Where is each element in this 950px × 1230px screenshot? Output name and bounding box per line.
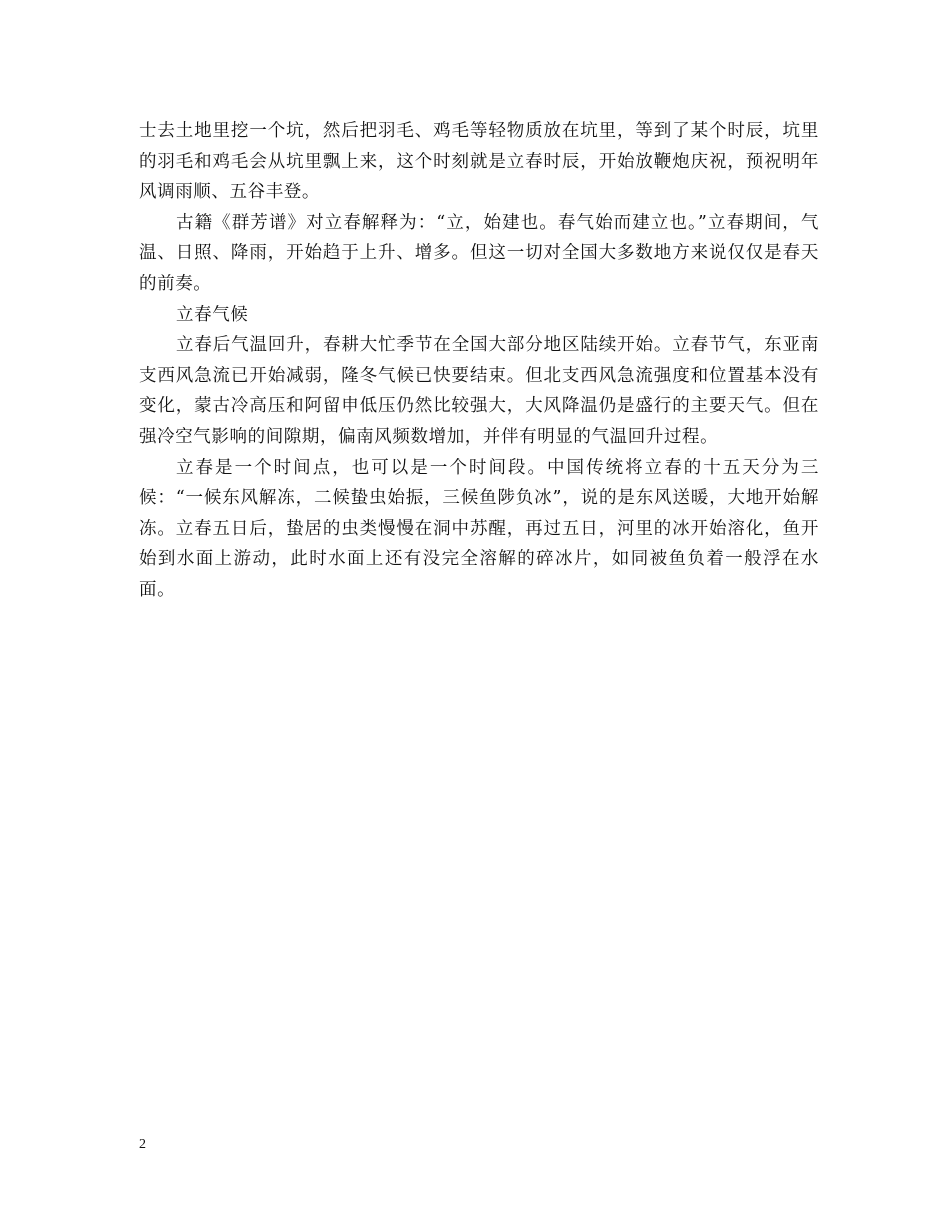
body-text bbox=[139, 116, 819, 606]
paragraph-qunfangpu: 古籍《群芳谱》对立春解释为：“立，始建也。春气始而建立也。”立春期间，气温、日照、降雨，开始趋于上升、增多。但这一切对全国大多数地方来说仅仅是春天的前奏。 bbox=[139, 212, 819, 294]
section-heading-climate: 立春气候 bbox=[176, 304, 249, 325]
paragraph-climate: 立春后气温回升，春耕大忙季节在全国大部分地区陆续开始。立春节气，东亚南支西风急流已开始减弱，隆冬气候已快要结束。但北支西风急流强度和位置基本没有变化，蒙古冷高压和阿留申低压仍然比较强大，大风降温仍是盛行的主要天气。但在强冷空气影响的间隙期，偏南风频数增加，并伴有明显的气温回升过程。 bbox=[139, 335, 819, 447]
paragraph-continuation: 士去土地里挖一个坑，然后把羽毛、鸡毛等轻物质放在坑里，等到了某个时辰，坑里的羽毛和鸡毛会从坑里飘上来，这个时刻就是立春时辰，开始放鞭炮庆祝，预祝明年风调雨顺、五谷丰登。 bbox=[139, 121, 819, 203]
page-number: 2 bbox=[139, 1137, 146, 1152]
paragraph-three-pentads: 立春是一个时间点，也可以是一个时间段。中国传统将立春的十五天分为三候：“一候东风解冻，二候蛰虫始振，三候鱼陟负冰”，说的是东风送暖，大地开始解冻。立春五日后，蛰居的虫类慢慢在洞中苏醒，再过五日，河里的冰开始溶化，鱼开始到水面上游动，此时水面上还有没完全溶解的碎冰片，如同被鱼负着一般浮在水面。 bbox=[139, 457, 819, 600]
